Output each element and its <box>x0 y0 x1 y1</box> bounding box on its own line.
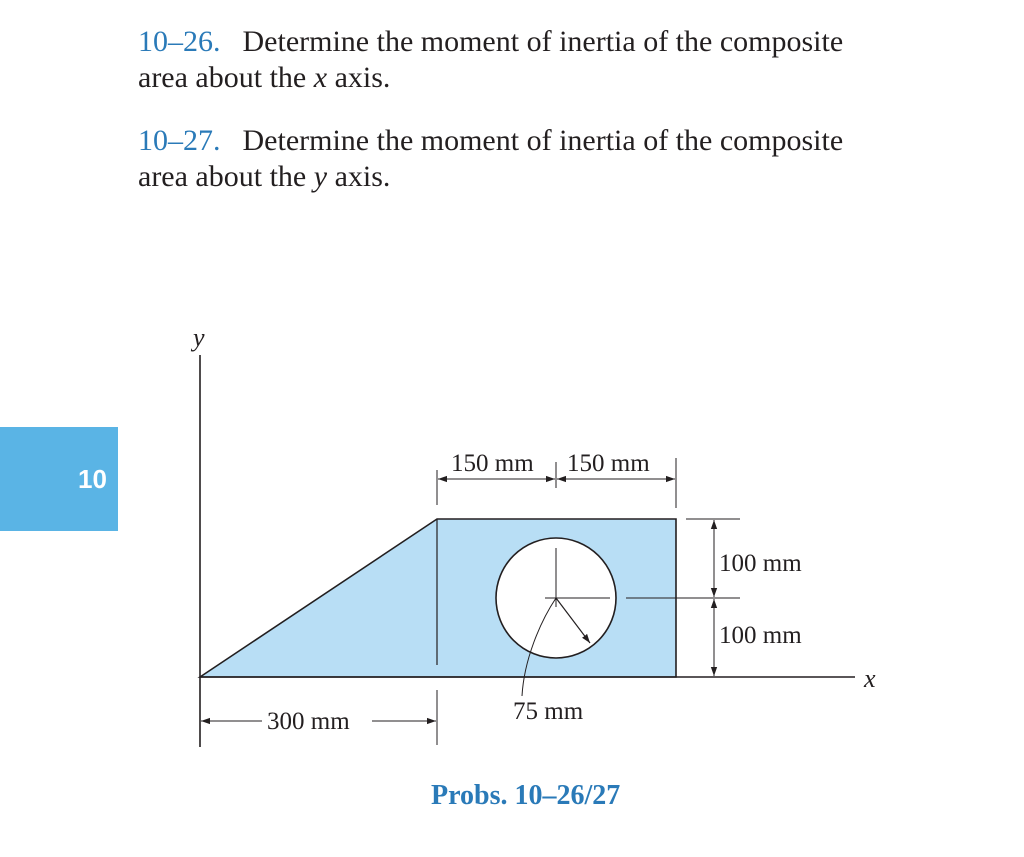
dim-label-bottom: 300 mm <box>267 708 350 735</box>
dim-label-radius: 75 mm <box>513 698 584 725</box>
dim-label-top-right: 150 mm <box>567 450 650 477</box>
problem-number: 10–26. <box>138 25 221 58</box>
chapter-tab-number: 10 <box>78 464 107 494</box>
dim-label-right-lower: 100 mm <box>719 622 802 649</box>
problem-text-start: Determine the moment of inertia of the composite <box>242 25 844 58</box>
y-axis-label: y <box>193 323 205 352</box>
problem-text-tail: axis. <box>327 61 391 94</box>
axis-symbol: y <box>313 160 328 193</box>
axis-symbol: x <box>313 61 328 94</box>
problem-text-start: Determine the moment of inertia of the composite <box>242 124 844 157</box>
dim-label-right-upper: 100 mm <box>719 550 802 577</box>
problem-text-end: area about the <box>138 61 314 94</box>
problem-text-end: area about the <box>138 160 314 193</box>
problem-text-tail: axis. <box>327 160 391 193</box>
radius-line <box>556 598 590 643</box>
problem-number: 10–27. <box>138 124 221 157</box>
figure-caption: Probs. 10–26/27 <box>431 780 621 811</box>
radius-leader <box>522 598 556 696</box>
dim-label-top-left: 150 mm <box>451 450 534 477</box>
x-axis-label: x <box>864 664 876 693</box>
